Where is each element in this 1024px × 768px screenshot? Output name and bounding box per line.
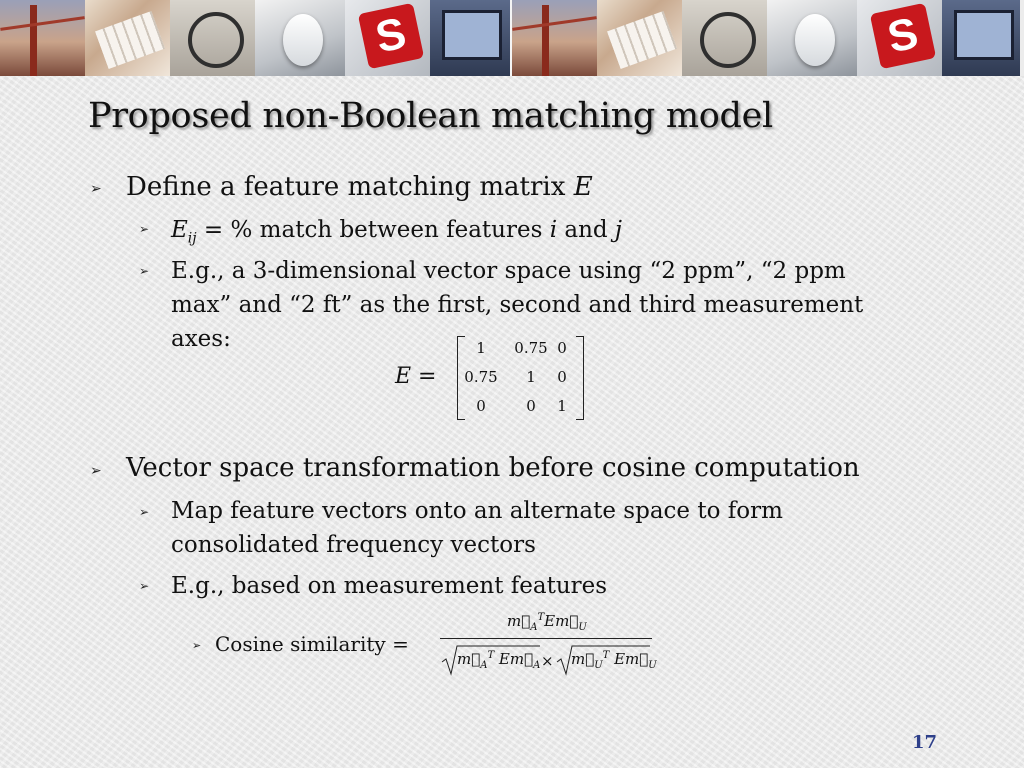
bullet-arrow-icon: ➢ xyxy=(139,264,150,278)
bullet-2-1-line2: consolidated frequency vectors xyxy=(171,532,536,558)
header-banner xyxy=(0,0,1024,76)
bullet-1 xyxy=(126,171,593,203)
subscript-ij: ij xyxy=(187,230,197,247)
monitor-image xyxy=(942,0,1020,76)
bullet-arrow-icon: ➢ xyxy=(139,505,150,519)
var-e: E xyxy=(171,217,188,243)
slide-title: Proposed non-Boolean matching model xyxy=(88,96,773,136)
sign-image xyxy=(345,0,430,76)
matrix-cell: 0 xyxy=(476,397,486,415)
bullet-2-1-line1: Map feature vectors onto an alternate space to form xyxy=(171,498,783,524)
bullet-2: Vector space transformation before cosine computation xyxy=(126,453,860,483)
bullet-1-2-line1: E.g., a 3-dimensional vector space using “2 ppm”, “2 ppm xyxy=(171,258,846,284)
matrix-cell: 0.75 xyxy=(464,368,498,386)
matrix-right-bracket xyxy=(576,336,584,420)
bullet-1-var: E xyxy=(573,172,593,202)
bullet-1-1 xyxy=(171,213,622,256)
bullet-arrow-icon: ➢ xyxy=(90,463,102,479)
matrix-cell: 1 xyxy=(476,339,486,357)
bullet-2-2-1: Cosine similarity = xyxy=(215,632,409,656)
bullet-arrow-icon: ➢ xyxy=(192,639,202,652)
bullet-1-2-line3: axes: xyxy=(171,326,231,352)
matrix-e xyxy=(393,336,593,422)
formula-fraction-bar xyxy=(440,638,652,639)
bullet-arrow-icon: ➢ xyxy=(139,222,150,236)
formula-denominator-left: $m⃗_A^T$ $Em⃗_A$ xyxy=(457,650,541,671)
bullet-1-1-text: = % match between features xyxy=(196,217,550,243)
page-number: 17 xyxy=(912,732,938,753)
mouse-image xyxy=(255,0,345,76)
keyboard-hands-image xyxy=(85,0,170,76)
matrix-cell: 0.75 xyxy=(514,339,548,357)
bullet-1-2-line2: max” and “2 ft” as the first, second and third measurement xyxy=(171,292,864,318)
formula-denominator-right: $m⃗_U^T$ $Em⃗_U$ xyxy=(571,650,657,671)
matrix-cell: 0 xyxy=(526,397,536,415)
bullet-arrow-icon: ➢ xyxy=(90,181,102,197)
bullet-1-text: Define a feature matching matrix xyxy=(126,172,574,202)
matrix-lhs: E = xyxy=(395,364,437,389)
formula-times: × xyxy=(541,652,554,670)
matrix-cell: 1 xyxy=(557,397,567,415)
monitor-image xyxy=(430,0,510,76)
bridge-image xyxy=(512,0,597,76)
formula-numerator: $m⃗_A^TEm⃗_U$ xyxy=(507,612,587,633)
mouse-image xyxy=(767,0,857,76)
bullet-arrow-icon: ➢ xyxy=(139,579,150,593)
bullet-2-2: E.g., based on measurement features xyxy=(171,573,608,599)
matrix-cell: 0 xyxy=(557,339,567,357)
wheelchair-image xyxy=(170,0,255,76)
keyboard-hands-image xyxy=(597,0,682,76)
var-i: i xyxy=(549,217,558,243)
bridge-image xyxy=(0,0,85,76)
sign-image xyxy=(857,0,942,76)
matrix-cell: 1 xyxy=(526,368,536,386)
wheelchair-image xyxy=(682,0,767,76)
matrix-cell: 0 xyxy=(557,368,567,386)
var-j: j xyxy=(614,217,623,243)
bullet-2-1 xyxy=(171,494,783,562)
bullet-1-1-and: and xyxy=(557,217,615,243)
